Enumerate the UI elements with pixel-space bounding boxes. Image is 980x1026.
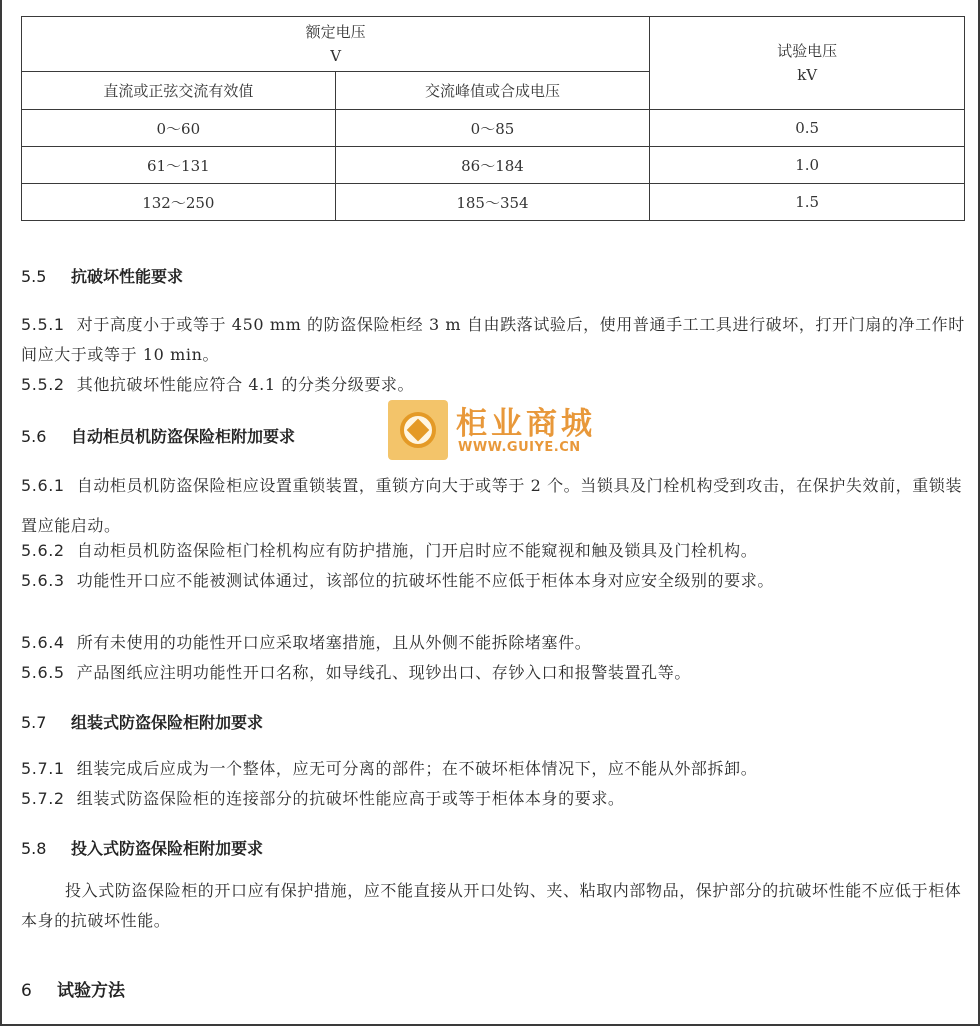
guiye-logo-icon: [388, 400, 448, 460]
col-header-ac-peak: 交流峰值或合成电压: [335, 72, 650, 110]
section-number: 5.7: [21, 713, 47, 732]
section-heading-6: [21, 976, 125, 1001]
test-voltage-table: [21, 16, 965, 221]
rated-voltage-unit: V: [330, 47, 342, 65]
table-row: [22, 184, 965, 221]
col-header-dc-ac: 直流或正弦交流有效值: [22, 72, 336, 110]
clause-5-6-3: [21, 566, 969, 596]
paragraph-5-8: 投入式防盗保险柜的开口应有保护措施，应不能直接从开口处钩、夹、粘取内部物品，保护部分的抗破坏性能不应低于柜体本身的抗破坏性能。: [21, 881, 962, 930]
section-heading-5-6: [21, 424, 295, 447]
section-heading-5-8: [21, 836, 263, 859]
test-voltage-label: 试验电压: [777, 42, 838, 60]
cell-test-voltage: 0.5: [650, 110, 965, 147]
table-row: [22, 147, 965, 184]
clause-5-6-4: [21, 628, 969, 658]
cell-dc-ac: 61～131: [22, 147, 336, 184]
section-number: 5.8: [21, 839, 47, 858]
clause-5-6-2: [21, 536, 969, 566]
section-number: 5.5: [21, 267, 47, 286]
test-voltage-header: [650, 17, 965, 110]
cell-dc-ac: 0～60: [22, 110, 336, 147]
clause-number: 5.5.2: [21, 375, 65, 394]
section-number: 6: [21, 981, 32, 1001]
clause-text: 组装完成后应成为一个整体，应无可分离的部件；在不破坏柜体情况下，应不能从外部拆卸。: [76, 759, 758, 778]
section-title: 抗破坏性能要求: [71, 267, 184, 286]
clause-5-5-2: [21, 370, 969, 400]
clause-number: 5.6.3: [21, 571, 65, 590]
clause-text: 产品图纸应注明功能性开口名称，如导线孔、现钞出口、存钞入口和报警装置孔等。: [76, 663, 691, 682]
rated-voltage-header: [22, 17, 650, 72]
table-row: [22, 110, 965, 147]
clause-number: 5.6.1: [21, 476, 65, 495]
clause-number: 5.7.2: [21, 789, 65, 808]
section-heading-5-5: [21, 264, 183, 287]
clause-5-6-5: [21, 658, 969, 688]
clause-number: 5.6.5: [21, 663, 65, 682]
section-title: 组装式防盗保险柜附加要求: [71, 713, 264, 732]
section-title: 投入式防盗保险柜附加要求: [71, 839, 264, 858]
section-title: 自动柜员机防盗保险柜附加要求: [71, 427, 296, 446]
watermark: [388, 398, 624, 460]
section-heading-5-7: [21, 710, 263, 733]
clause-5-5-1: [21, 310, 969, 370]
clause-text: 自动柜员机防盗保险柜应设置重锁装置，重锁方向大于或等于 2 个。当锁具及门栓机构受到攻击，在保护失效前，重锁装置应能启动。: [21, 476, 963, 535]
cell-test-voltage: 1.0: [650, 147, 965, 184]
clause-text: 组装式防盗保险柜的连接部分的抗破坏性能应高于或等于柜体本身的要求。: [76, 789, 625, 808]
clause-5-6-1: [21, 466, 969, 546]
cell-ac-peak: 185～354: [335, 184, 650, 221]
clause-5-7-2: [21, 784, 969, 814]
clause-text: 其他抗破坏性能应符合 4.1 的分类分级要求。: [76, 375, 415, 394]
cell-ac-peak: 86～184: [335, 147, 650, 184]
cell-ac-peak: 0～85: [335, 110, 650, 147]
watermark-url: WWW.GUIYE.CN: [458, 440, 581, 455]
clause-number: 5.6.2: [21, 541, 65, 560]
clause-text: 对于高度小于或等于 450 mm 的防盗保险柜经 3 m 自由跌落试验后，使用普通手工工具进行破坏，打开门扇的净工作时间应大于或等于 10 min。: [21, 315, 965, 364]
test-voltage-unit: kV: [797, 66, 818, 84]
clause-5-7-1: [21, 754, 969, 784]
clause-number: 5.6.4: [21, 633, 65, 652]
rated-voltage-label: 额定电压: [305, 23, 366, 41]
cell-dc-ac: 132～250: [22, 184, 336, 221]
section-number: 5.6: [21, 427, 47, 446]
clause-number: 5.7.1: [21, 759, 65, 778]
section-title: 试验方法: [57, 981, 125, 1001]
cell-test-voltage: 1.5: [650, 184, 965, 221]
clause-text: 自动柜员机防盗保险柜门栓机构应有防护措施，门开启时应不能窥视和触及锁具及门栓机构。: [76, 541, 758, 560]
clause-text: 所有未使用的功能性开口应采取堵塞措施，且从外侧不能拆除堵塞件。: [76, 633, 592, 652]
clause-text: 功能性开口应不能被测试体通过，该部位的抗破坏性能不应低于柜体本身对应安全级别的要求。: [76, 571, 774, 590]
clause-number: 5.5.1: [21, 315, 65, 334]
watermark-title: 柜业商城: [456, 406, 596, 442]
